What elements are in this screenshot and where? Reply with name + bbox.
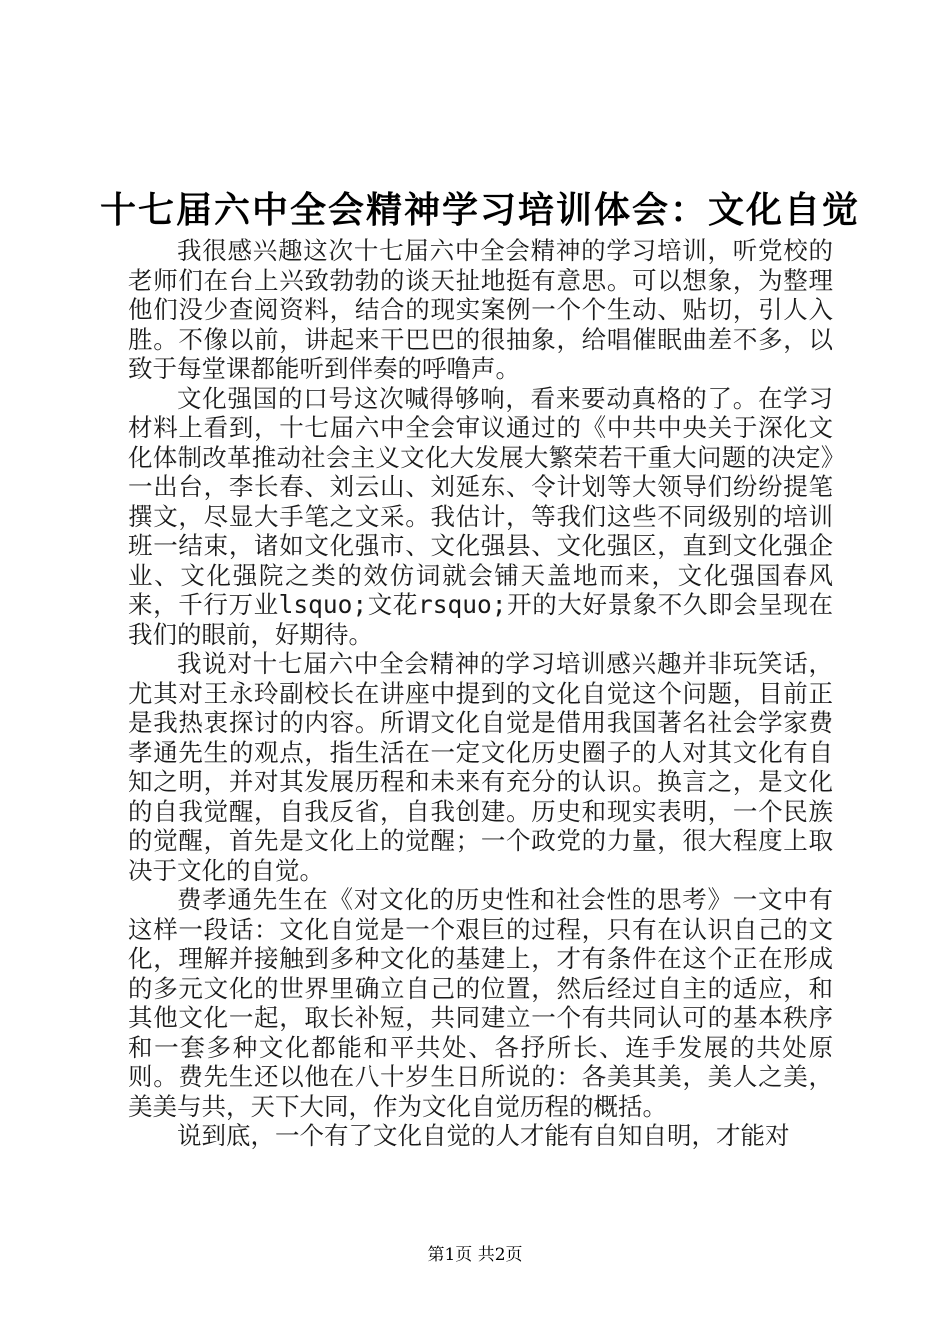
page-number-footer: 第1页 共2页 [427, 1245, 523, 1265]
paragraph: 说到底，一个有了文化自觉的人才能有自知自明，才能对 [177, 1121, 790, 1150]
paragraph: 我说对十七届六中全会精神的学习培训感兴趣并非玩笑话，尤其对王永玲副校长在讲座中提到的文化自觉这个问题，目前正是我热衷探讨的内容。所谓文化自觉是借用我国著名社会学家费孝通先生的观点，指生活在一定文化历史圈子的人对其文化有自知之明，并对其发展历程和未来有充分的认识。换言之，是文化的自我觉醒，自我反省，自我创建。历史和现实表明，一个民族的觉醒，首先是文化上的觉醒；一个政党的力量，很大程度上取决于文化的自觉。 [128, 649, 833, 885]
paragraph: 我很感兴趣这次十七届六中全会精神的学习培训，听党校的老师们在台上兴致勃勃的谈天扯地挺有意思。可以想象，为整理他们没少查阅资料，结合的现实案例一个个生动、贴切，引人入胜。不像以前，讲起来干巴巴的很抽象，给唱催眠曲差不多，以致于每堂课都能听到伴奏的呼噜声。 [128, 236, 833, 383]
paragraph: 费孝通先生在《对文化的历史性和社会性的思考》一文中有这样一段话：文化自觉是一个艰巨的过程，只有在认识自己的文化，理解并接触到多种文化的基建上，才有条件在这个正在形成的多元文化的世界里确立自己的位置，然后经过自主的适应，和其他文化一起，取长补短，共同建立一个有共同认可的基本秩序和一套多种文化都能和平共处、各抒所长、连手发展的共处原则。费先生还以他在八十岁生日所说的：各美其美，美人之美，美美与共，天下大同，作为文化自觉历程的概括。 [128, 885, 833, 1121]
document-title: 十七届六中全会精神学习培训体会：文化自觉 [100, 189, 861, 231]
paragraph: 文化强国的口号这次喊得够响，看来要动真格的了。在学习材料上看到，十七届六中全会审议通过的《中共中央关于深化文化体制改革推动社会主义文化大发展大繁荣若干重大问题的决定》一出台，李长春、刘云山、刘延东、令计划等大领导们纷纷提笔撰文，尽显大手笔之文采。我估计，等我们这些不同级别的培训班一结束，诸如文化强市、文化强县、文化强区，直到文化强企业、文化强院之类的效仿词就会铺天盖地而来，文化强国春风来，千行万业lsquo;文花rsquo;开的大好景象不久即会呈现在我们的眼前，好期待。 [128, 383, 833, 649]
document-body [128, 236, 833, 1151]
